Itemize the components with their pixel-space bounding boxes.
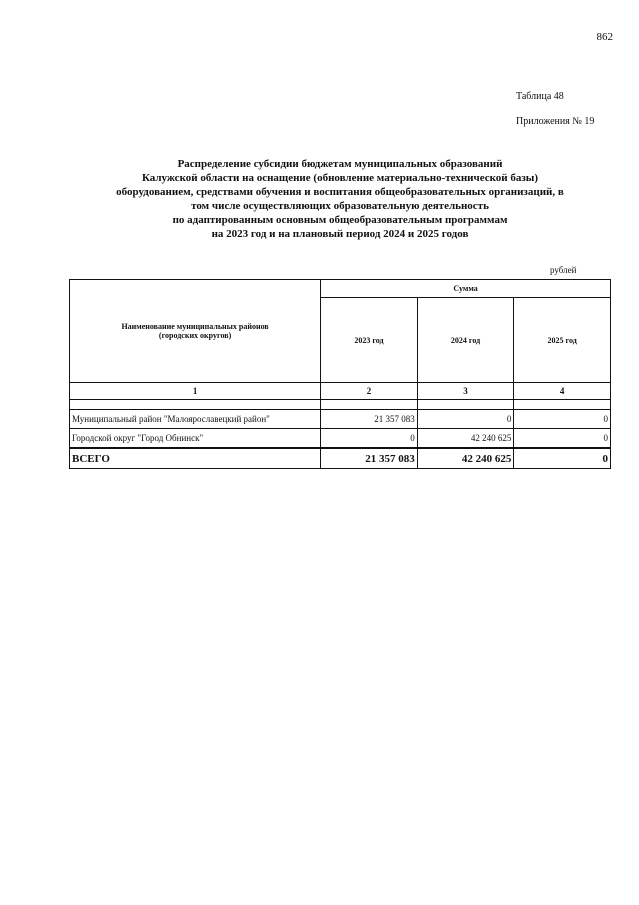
- header-year-cell: 2024 год: [417, 298, 514, 383]
- subsidy-table: [69, 279, 611, 469]
- page-number: 862: [596, 31, 613, 43]
- title-line: по адаптированным основным общеобразовательным программам: [172, 214, 508, 226]
- spacer-cell: [70, 400, 321, 410]
- amount-cell: 21 357 083: [321, 410, 418, 429]
- column-index-cell: 4: [514, 383, 611, 400]
- district-name-cell: Муниципальный район "Малоярославецкий район": [70, 410, 321, 429]
- spacer-cell: [321, 400, 418, 410]
- column-index-cell: 3: [417, 383, 514, 400]
- spacer-row: [70, 400, 611, 410]
- table-header-row: [70, 280, 611, 298]
- column-index-cell: 1: [70, 383, 321, 400]
- table-row: [70, 410, 611, 429]
- table-reference: Таблица 48: [516, 91, 564, 102]
- amount-cell: 0: [321, 429, 418, 449]
- header-year-cell: 2025 год: [514, 298, 611, 383]
- units-label: рублей: [550, 265, 577, 275]
- header-year-cell: 2023 год: [321, 298, 418, 383]
- spacer-cell: [417, 400, 514, 410]
- table-row: [70, 429, 611, 449]
- amount-cell: 0: [417, 410, 514, 429]
- title-line: оборудованием, средствами обучения и воспитания общеобразовательных организаций, в: [116, 186, 564, 198]
- amount-cell: 42 240 625: [417, 429, 514, 449]
- spacer-cell: [514, 400, 611, 410]
- district-name-cell: Городской округ "Город Обнинск": [70, 429, 321, 449]
- document-title: [60, 157, 620, 241]
- header-name-cell: [70, 280, 321, 383]
- column-index-row: [70, 383, 611, 400]
- total-row: [70, 448, 611, 469]
- header-name-line: Наименование муниципальных районов: [121, 322, 269, 331]
- total-amount-cell: 0: [514, 448, 611, 469]
- title-line: Распределение субсидии бюджетам муниципальных образований: [177, 158, 503, 170]
- column-index-cell: 2: [321, 383, 418, 400]
- header-sum-cell: Сумма: [321, 280, 611, 298]
- title-line: Калужской области на оснащение (обновление материально-технической базы): [141, 172, 539, 184]
- appendix-reference: Приложения № 19: [516, 116, 595, 127]
- amount-cell: 0: [514, 429, 611, 449]
- title-line: на 2023 год и на плановый период 2024 и 2025 годов: [211, 228, 469, 240]
- total-label-cell: ВСЕГО: [70, 448, 321, 469]
- title-line: том числе осуществляющих образовательную деятельность: [191, 200, 489, 212]
- total-amount-cell: 42 240 625: [417, 448, 514, 469]
- header-name-line: (городских округов): [158, 331, 232, 340]
- total-amount-cell: 21 357 083: [321, 448, 418, 469]
- amount-cell: 0: [514, 410, 611, 429]
